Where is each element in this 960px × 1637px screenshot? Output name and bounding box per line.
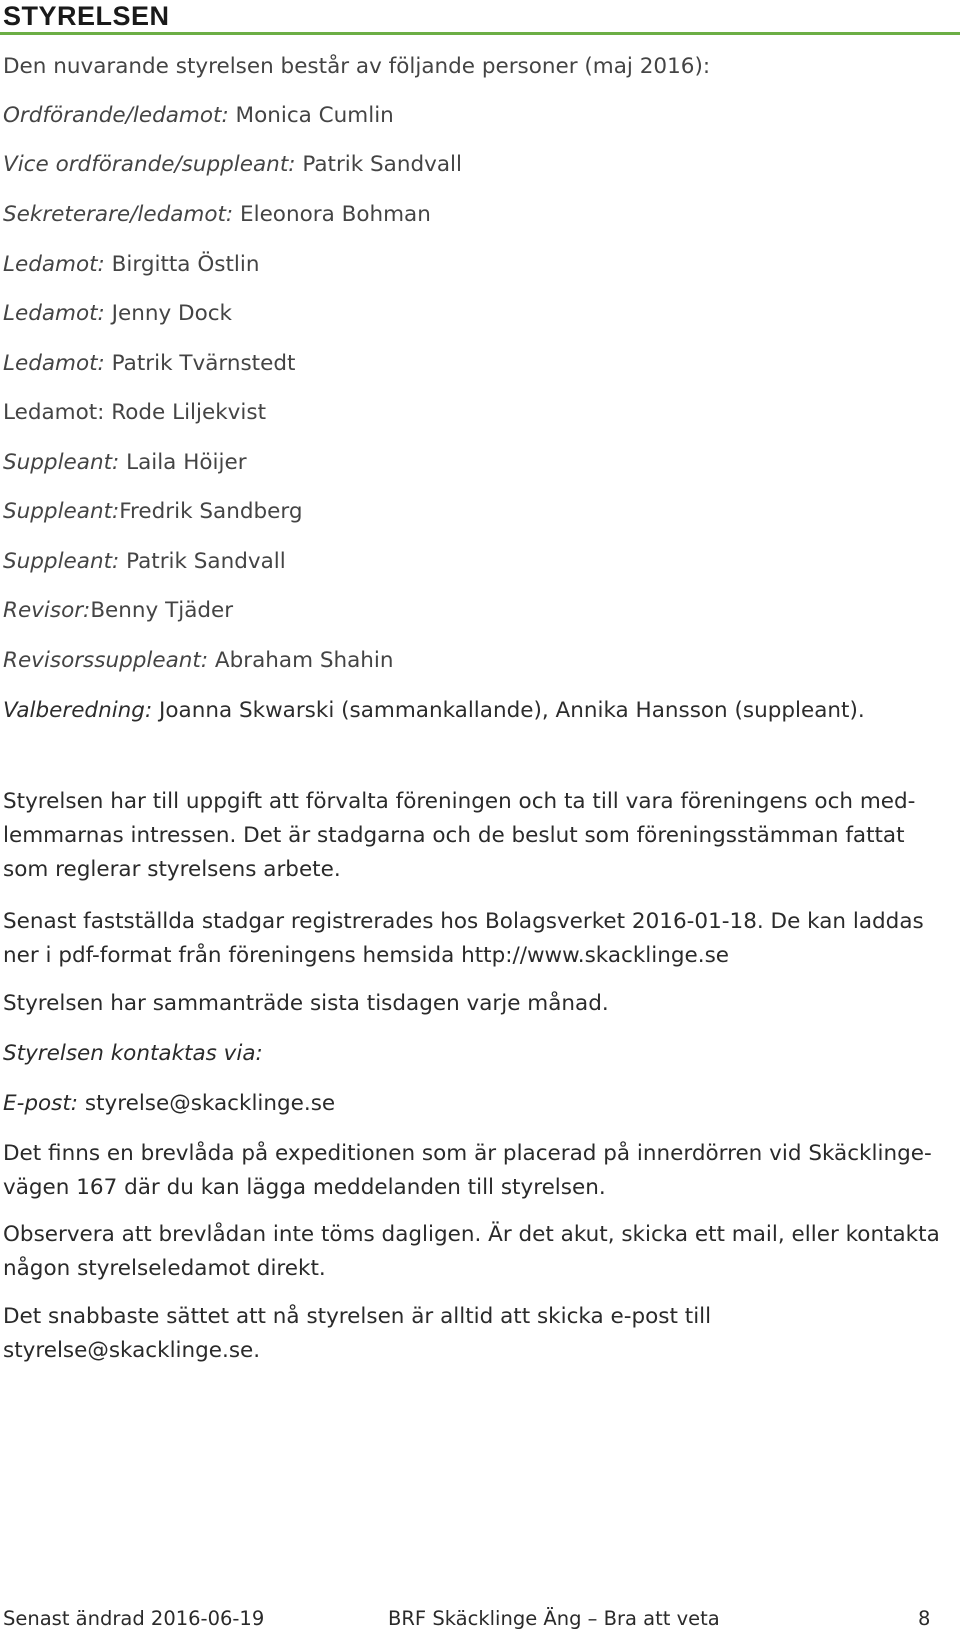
paragraph-urgent xyxy=(3,1218,958,1286)
text-line: ner i pdf-format från föreningens hemsida http://www.skacklinge.se xyxy=(3,943,730,968)
text-line: styrelse@skacklinge.se. xyxy=(3,1338,261,1363)
section-heading: STYRELSEN xyxy=(3,1,170,31)
contact-email xyxy=(3,1087,958,1121)
member-name: Joanna Skwarski (sammankallande), Annika Hansson (suppleant). xyxy=(152,698,865,723)
text-line: vägen 167 där du kan lägga meddelanden till styrelsen. xyxy=(3,1175,606,1200)
member-name: Jenny Dock xyxy=(104,301,233,326)
text-line: lemmarnas intressen. Det är stadgarna och de beslut som föreningsstämman fattat xyxy=(3,823,905,848)
email-label: E-post: xyxy=(3,1091,79,1116)
paragraph-fastest xyxy=(3,1300,958,1368)
member-name: Benny Tjäder xyxy=(90,598,234,623)
intro-text: Den nuvarande styrelsen består av följande personer (maj 2016): xyxy=(3,54,711,79)
text-line: Styrelsen har sammanträde sista tisdagen varje månad. xyxy=(3,991,609,1016)
member-name: Patrik Tvärnstedt xyxy=(104,351,296,376)
member-role: Sekreterare/ledamot: xyxy=(3,202,234,227)
member-row xyxy=(3,598,233,624)
member-row xyxy=(3,202,431,228)
member-name: Birgitta Östlin xyxy=(104,252,260,277)
text-line: Senast fastställda stadgar registrerades hos Bolagsverket 2016-01-18. De kan laddas xyxy=(3,909,924,934)
member-row xyxy=(3,549,286,575)
member-role: Suppleant: xyxy=(3,499,120,524)
paragraph-task xyxy=(3,785,958,887)
member-row xyxy=(3,450,247,476)
paragraph-mailbox xyxy=(3,1137,958,1205)
member-name: Laila Höijer xyxy=(119,450,247,475)
member-role: Revisorssuppleant: xyxy=(3,648,209,673)
member-row xyxy=(3,103,394,129)
member-role: Ledamot: xyxy=(3,252,105,277)
footer-updated: Senast ändrad 2016-06-19 xyxy=(3,1607,265,1630)
text-line: Styrelsen har till uppgift att förvalta föreningen och ta till vara föreningens och med- xyxy=(3,789,916,814)
member-row xyxy=(3,152,462,178)
member-name: Ledamot: Rode Liljekvist xyxy=(3,400,266,425)
text-line: någon styrelseledamot direkt. xyxy=(3,1256,326,1281)
member-name: Fredrik Sandberg xyxy=(119,499,303,524)
member-row xyxy=(3,400,266,426)
member-name: Patrik Sandvall xyxy=(119,549,286,574)
member-row xyxy=(3,499,302,525)
member-row xyxy=(3,698,865,724)
member-role: Vice ordförande/suppleant: xyxy=(3,152,296,177)
member-row xyxy=(3,351,295,377)
member-role: Revisor: xyxy=(3,598,91,623)
member-name: Monica Cumlin xyxy=(228,103,394,128)
text-line: Det snabbaste sättet att nå styrelsen är alltid att skicka e-post till xyxy=(3,1304,712,1329)
text-line: Observera att brevlådan inte töms dagligen. Är det akut, skicka ett mail, eller kontakta xyxy=(3,1222,940,1247)
member-row xyxy=(3,252,259,278)
text-line: som reglerar styrelsens arbete. xyxy=(3,857,341,882)
footer-page-number: 8 xyxy=(918,1607,931,1630)
member-name: Eleonora Bohman xyxy=(233,202,431,227)
email-value: styrelse@skacklinge.se xyxy=(78,1091,336,1116)
member-role: Suppleant: xyxy=(3,549,120,574)
heading-rule xyxy=(0,32,960,35)
member-role: Suppleant: xyxy=(3,450,120,475)
member-role: Ledamot: xyxy=(3,301,105,326)
member-row xyxy=(3,648,394,674)
contact-heading-text: Styrelsen kontaktas via: xyxy=(3,1041,263,1066)
member-role: Valberedning: xyxy=(3,698,153,723)
member-name: Abraham Shahin xyxy=(208,648,394,673)
member-role: Ordförande/ledamot: xyxy=(3,103,229,128)
member-name: Patrik Sandvall xyxy=(295,152,462,177)
paragraph-statutes xyxy=(3,905,958,973)
text-line: Det finns en brevlåda på expeditionen som är placerad på innerdörren vid Skäcklinge- xyxy=(3,1141,932,1166)
paragraph-meetings xyxy=(3,987,958,1021)
member-row xyxy=(3,301,232,327)
footer-title: BRF Skäcklinge Äng – Bra att veta xyxy=(388,1607,720,1630)
member-role: Ledamot: xyxy=(3,351,105,376)
contact-heading xyxy=(3,1037,958,1071)
